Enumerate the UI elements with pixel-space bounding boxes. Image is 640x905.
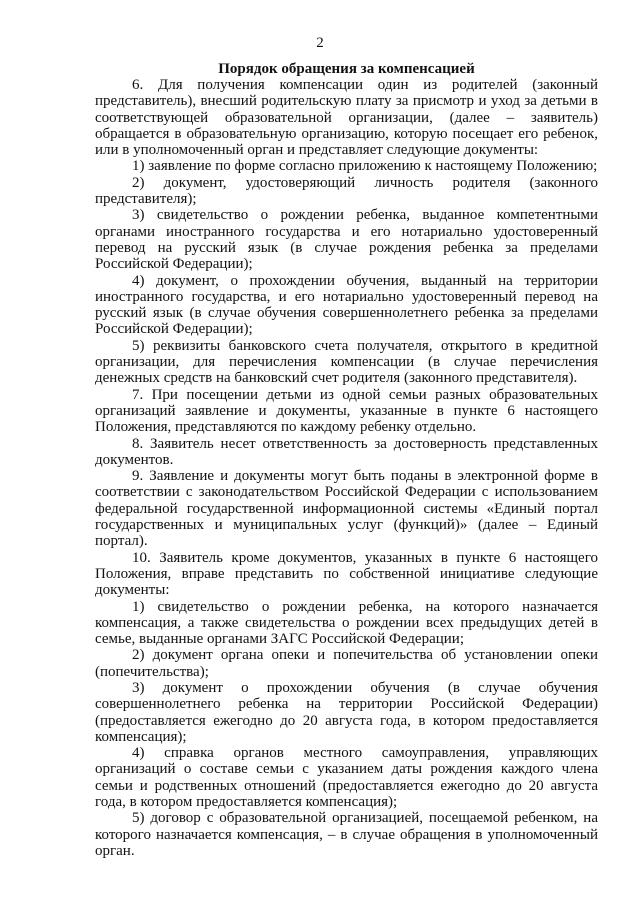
paragraph-6-item-3: 3) свидетельство о рождении ребенка, выданное компетентными органами иностранного государства и его нотариально удостоверенный перевод на русский язык (в случае рождения ребенка за пределами Российской Федерации); bbox=[95, 207, 598, 273]
page-number: 2 bbox=[316, 35, 324, 51]
paragraph-6-item-4: 4) документ, о прохождении обучения, выданный на территории иностранного государства, и его нотариально удостоверенный перевод на русский язык (в случае обучения совершеннолетнего ребенка за пределами Российской Федерации); bbox=[95, 272, 598, 338]
paragraph-6-item-5: 5) реквизиты банковского счета получателя, открытого в кредитной организации, для перечисления компенсации (в случае перечисления денежных средств на банковский счет родителя (законного представителя). bbox=[95, 337, 598, 387]
paragraph-10-item-5: 5) договор с образовательной организацией, посещаемой ребенком, на которого назначается компенсация, – в случае обращения в уполномоченный орган. bbox=[95, 810, 598, 859]
section-title: Порядок обращения за компенсацией bbox=[218, 61, 475, 77]
paragraph-7: 7. При посещении детьми из одной семьи разных образовательных организаций заявление и документы, указанные в пункте 6 настоящего Положения, представляются по каждому ребенку отдельно. bbox=[95, 386, 598, 436]
paragraph-10-item-4: 4) справка органов местного самоуправления, управляющих организаций о составе семьи с указанием даты рождения каждого члена семьи и родственных отношений (предоставляется ежегодно до 20 августа года, в котором предоставляется компенсация); bbox=[95, 745, 598, 811]
paragraph-10-item-2: 2) документ органа опеки и попечительства об установлении опеки (попечительства); bbox=[95, 647, 598, 680]
paragraph-10-item-3: 3) документ о прохождении обучения (в случае обучения совершеннолетнего ребенка на территории Российской Федерации) (предоставляется ежегодно до 20 августа года, в котором предоставляется компенсация); bbox=[95, 679, 598, 745]
paragraph-9: 9. Заявление и документы могут быть поданы в электронной форме в соответствии с законодательством Российской Федерации с использованием федеральной государственной информационной системы «Единый портал государственных и муниципальных услуг (функций)» (далее – Единый портал). bbox=[95, 468, 598, 550]
paragraph-6-item-1: 1) заявление по форме согласно приложению к настоящему Положению; bbox=[132, 158, 598, 175]
paragraph-6-item-2: 2) документ, удостоверяющий личность родителя (законного представителя); bbox=[95, 174, 598, 208]
paragraph-10: 10. Заявитель кроме документов, указанных в пункте 6 настоящего Положения, вправе представить по собственной инициативе следующие документы: bbox=[95, 549, 598, 599]
document-body bbox=[95, 77, 598, 859]
paragraph-8: 8. Заявитель несет ответственность за достоверность представленных документов. bbox=[95, 435, 598, 468]
paragraph-10-item-1: 1) свидетельство о рождении ребенка, на которого назначается компенсация, а также свидетельства о рождении всех предыдущих детей в семье, выданные органами ЗАГС Российской Федерации; bbox=[95, 598, 598, 648]
paragraph-6: 6. Для получения компенсации один из родителей (законный представитель), внесший родительскую плату за присмотр и уход за детьми в соответствующей образовательной организации, (далее – заявитель) обращается в образовательную организацию, которую посещает его ребенок, или в уполномоченный орган и представляет следующие документы: bbox=[95, 77, 598, 159]
